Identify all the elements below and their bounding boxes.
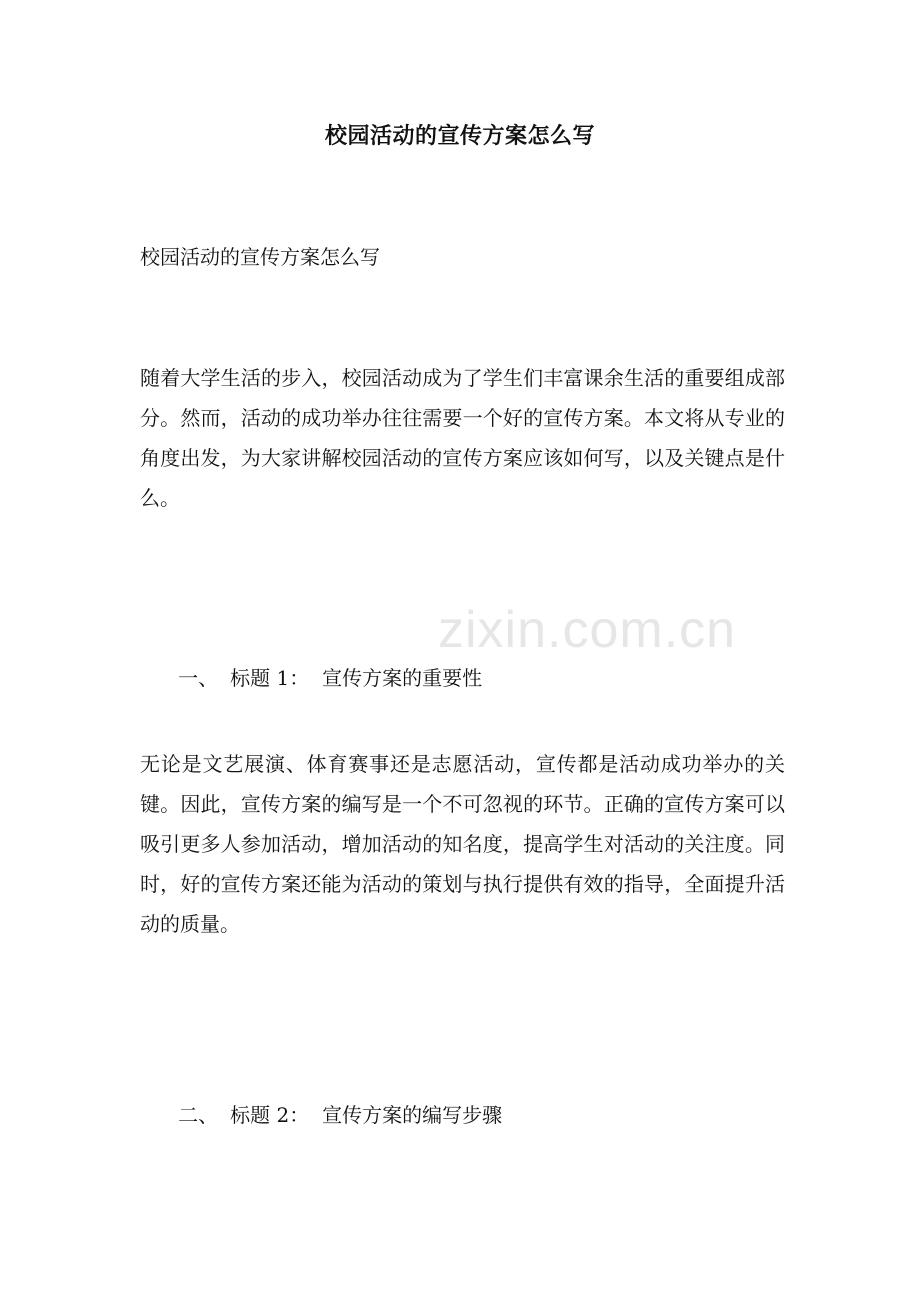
section-1-label: 标题 1： — [230, 666, 310, 690]
section-2-title: 宣传方案的编写步骤 — [322, 1103, 503, 1127]
section-2-label: 标题 2： — [230, 1103, 310, 1127]
section-1-paragraph: 无论是文艺展演、体育赛事还是志愿活动，宣传都是活动成功举办的关键。因此，宣传方案的编写是一个不可忽视的环节。正确的宣传方案可以吸引更多人参加活动，增加活动的知名度，提高学生对活动的关注度。同时，好的宣传方案还能为活动的策划与执行提供有效的指导，全面提升活动的质量。 — [140, 752, 785, 936]
section-1-number: 一、 — [178, 666, 219, 690]
section-1-title: 宣传方案的重要性 — [322, 666, 483, 690]
document-subtitle: 校园活动的宣传方案怎么写 — [140, 245, 380, 269]
intro-paragraph: 随着大学生活的步入，校园活动成为了学生们丰富课余生活的重要组成部分。然而，活动的成功举办往往需要一个好的宣传方案。本文将从专业的角度出发，为大家讲解校园活动的宣传方案应该如何写，以及关键点是什么。 — [140, 366, 785, 510]
section-2-heading — [140, 1064, 502, 1166]
watermark: zixin.com.cn — [438, 601, 737, 659]
section-2-number: 二、 — [178, 1103, 219, 1127]
section-1-heading — [140, 627, 482, 729]
document-title: 校园活动的宣传方案怎么写 — [324, 123, 595, 149]
